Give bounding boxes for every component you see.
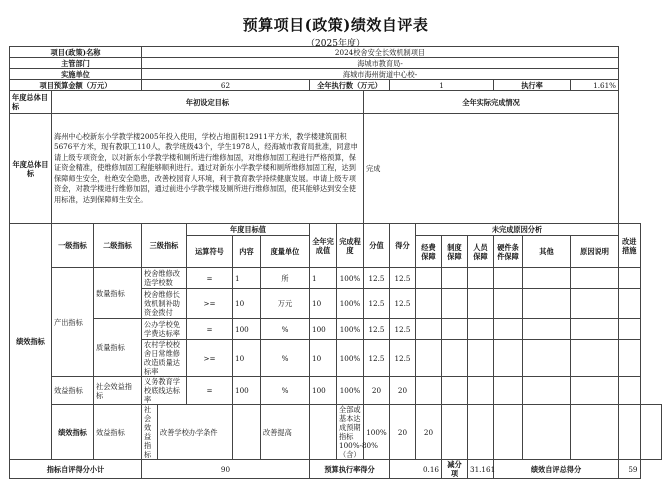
h-hardware: 硬件条件保障 — [494, 236, 523, 268]
indicator-got: 12.5 — [390, 319, 416, 340]
goals-row-label: 年度总体目标 — [10, 114, 52, 224]
indicator-value: 10 — [310, 289, 337, 319]
h-system: 制度保障 — [442, 236, 468, 268]
indicator-degree: 100% — [337, 319, 364, 340]
h-level3: 三级指标 — [142, 224, 187, 268]
rate-label: 执行率 — [494, 80, 571, 91]
rate-value: 1.61% — [571, 80, 619, 91]
budget-value: 62 — [142, 80, 310, 91]
extra-got: 20 — [416, 405, 442, 460]
row-impl — [10, 69, 662, 80]
h-other: 其他 — [523, 236, 571, 268]
indicator-name: 农村学校校舍日常维修改造质量达标率 — [142, 340, 187, 377]
pred-value: 0.16 — [390, 460, 442, 479]
extra-indicator-row — [10, 405, 662, 460]
h-fund: 经费保障 — [416, 236, 442, 268]
minus-label: 减分项 — [442, 460, 468, 479]
output-indicator-label: 产出指标 — [52, 268, 94, 377]
indicator-content: 100 — [233, 319, 261, 340]
h-unit: 度量单位 — [261, 236, 310, 268]
indicator-degree: 100% — [337, 340, 364, 377]
indicator-got: 20 — [390, 377, 416, 405]
indicator-name: 校舍维修长效机制补助资金拨付 — [142, 289, 187, 319]
extra-level1: 效益指标 — [94, 405, 142, 460]
indicator-content: 100 — [233, 377, 261, 405]
exec-label: 全年执行数（万元） — [310, 80, 390, 91]
row-dept — [10, 58, 662, 69]
row-goals-content — [10, 114, 662, 224]
indicator-score: 20 — [364, 377, 390, 405]
total-value: 59 — [619, 460, 640, 479]
h-content: 内容 — [233, 236, 261, 268]
dept-value: 海城市教育局- — [142, 58, 619, 69]
indicator-content: 10 — [233, 289, 261, 319]
extra-content: 改善提高 — [261, 405, 310, 460]
indicator-score: 12.5 — [364, 319, 390, 340]
extra-value: 全部或基本达成预期指标100%-80%（含） — [337, 405, 364, 460]
row-ind-header-1 — [10, 224, 662, 236]
indicator-unit: % — [261, 340, 310, 377]
h-explain: 原因说明 — [571, 236, 619, 268]
indicator-op: = — [187, 268, 233, 289]
indicator-got: 12.5 — [390, 268, 416, 289]
goals-header-label: 年度总体目标 — [10, 91, 52, 114]
indicator-content: 1 — [233, 268, 261, 289]
indicator-value: 100 — [310, 319, 337, 340]
minus-value: 31.161 — [468, 460, 494, 479]
indicator-value: 100 — [310, 377, 337, 405]
subtotal-label: 指标自评得分小计 — [10, 460, 142, 479]
indicator-value: 10 — [310, 340, 337, 377]
extra-section-label: 绩效指标 — [52, 405, 94, 460]
social-indicator-label: 社会效益指标 — [94, 377, 142, 405]
dept-label: 主管部门 — [10, 58, 142, 69]
indicator-value: 1 — [310, 268, 337, 289]
pred-label: 预算执行率得分 — [310, 460, 390, 479]
indicator-degree: 100% — [337, 289, 364, 319]
h-got: 得分 — [390, 224, 416, 268]
indicator-content: 10 — [233, 340, 261, 377]
indicator-unit: 万元 — [261, 289, 310, 319]
indicator-op: = — [187, 377, 233, 405]
indicator-score: 12.5 — [364, 340, 390, 377]
indicator-op: = — [187, 319, 233, 340]
project-name-value: 2024校舍安全长效机制项目 — [142, 47, 619, 58]
goals-actual-label: 全年实际完成情况 — [364, 91, 619, 114]
h-staff: 人员保障 — [468, 236, 494, 268]
extra-score: 20 — [390, 405, 416, 460]
extra-level3: 改善学校办学条件 — [158, 405, 233, 460]
impl-value: 海城市海州街道中心校- — [142, 69, 619, 80]
total-label: 绩效自评总得分 — [494, 460, 619, 479]
h-annual-target: 年度目标值 — [187, 224, 310, 236]
indicator-name: 校舍维修改造学校数 — [142, 268, 187, 289]
indicator-unit: % — [261, 377, 310, 405]
indicator-score: 12.5 — [364, 289, 390, 319]
indicator-row — [10, 268, 662, 289]
quality-indicator-label: 质量指标 — [94, 319, 142, 377]
goals-initial-label: 年初设定目标 — [52, 91, 364, 114]
project-name-label: 项目(政策)名称 — [10, 47, 142, 58]
benefit-indicator-label: 效益指标 — [52, 377, 94, 405]
form-title: 预算项目(政策)绩效自评表 — [242, 16, 429, 34]
h-reasons: 未完成原因分析 — [416, 224, 619, 236]
indicator-name: 公办学校免学费达标率 — [142, 319, 187, 340]
indicator-degree: 100% — [337, 377, 364, 405]
extra-degree: 100% — [364, 405, 390, 460]
goals-actual-text: 完成 — [364, 114, 619, 224]
indicator-unit: 所 — [261, 268, 310, 289]
indicator-row — [10, 319, 662, 340]
row-budget — [10, 80, 662, 91]
indicator-got: 12.5 — [390, 289, 416, 319]
budget-label: 项目预算金额（万元） — [10, 80, 142, 91]
form-subtitle: （2025年度） — [306, 39, 365, 49]
indicator-degree: 100% — [337, 268, 364, 289]
quantity-indicator-label: 数量指标 — [94, 268, 142, 319]
h-improve: 改进措施 — [619, 224, 640, 268]
extra-level2: 社会效益指标 — [142, 405, 158, 460]
indicator-op: >= — [187, 289, 233, 319]
indicator-op: >= — [187, 340, 233, 377]
row-footer — [10, 460, 662, 479]
h-level1: 一级指标 — [52, 224, 94, 268]
row-project-name — [10, 47, 662, 58]
evaluation-table — [9, 46, 662, 479]
indicator-score: 12.5 — [364, 268, 390, 289]
subtotal-value: 90 — [142, 460, 310, 479]
indicator-name: 义务教育学校底线达标率 — [142, 377, 187, 405]
exec-value: 1 — [390, 80, 494, 91]
h-degree: 完成程度 — [337, 224, 364, 268]
h-op: 运算符号 — [187, 236, 233, 268]
indicator-unit: % — [261, 319, 310, 340]
impl-label: 实施单位 — [10, 69, 142, 80]
h-score: 分值 — [364, 224, 390, 268]
indicator-got: 12.5 — [390, 340, 416, 377]
h-level2: 二级指标 — [94, 224, 142, 268]
indicator-row — [10, 377, 662, 405]
h-full-value: 全年完成值 — [310, 224, 337, 268]
indicators-section-label: 绩效指标 — [10, 224, 52, 460]
goals-initial-text: 海州中心校新东小学教学楼2005年投入使用，学校占地面积12911平方米，教学楼建筑面积5676平方米，现有教职工110人，教学班级43个，学生1978人，经海城市教育局批准，同意申请上级专项资金，以对新东小学教学楼和厕所进行维修加固，对维修加固工程进行严格预算，保证资金精准，使维修加固工程能够顺利进行。通过对新东小学教学楼和厕所维修加固工程，达到保障师生安全，杜绝安全隐患，改善校园育人环境，利于教育教学持续健康发展。申请上级专项资金，对教学楼进行维修加固，通过前进小学教学楼及厕所进行维修加固，使其能够达到安全使用标准，达到保障师生安全。 — [52, 114, 364, 224]
row-goals-header — [10, 91, 662, 114]
